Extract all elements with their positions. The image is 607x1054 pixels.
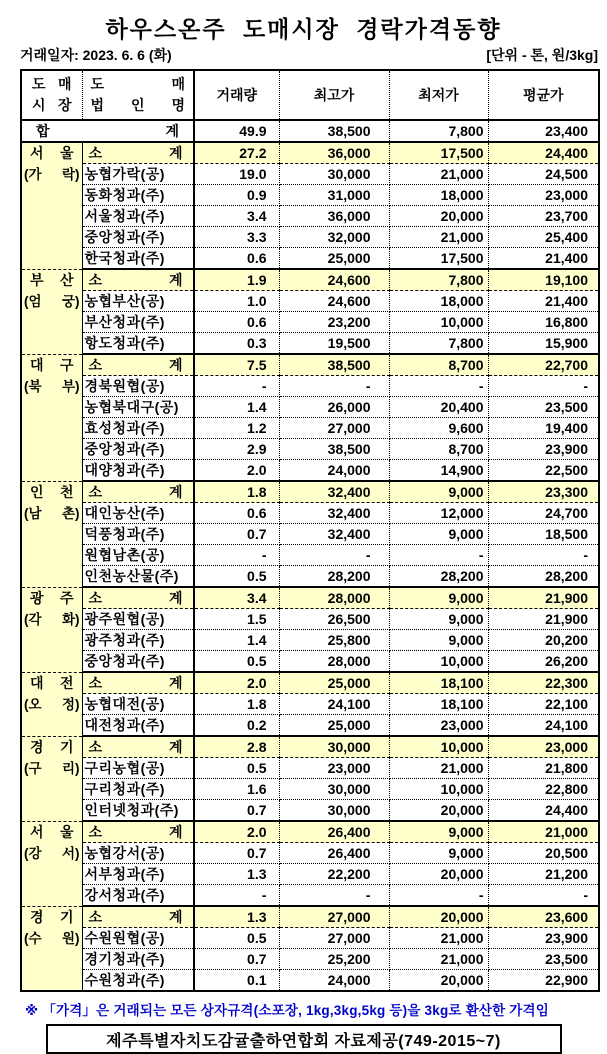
high-price-cell: 22,200 xyxy=(279,864,389,885)
unit-label: [단위 - 톤, 원/3kg] xyxy=(486,47,598,63)
low-price-cell: 18,000 xyxy=(389,291,488,312)
table-row xyxy=(21,609,599,630)
low-price-cell: - xyxy=(389,545,488,566)
avg-price-cell: 23,500 xyxy=(488,949,599,970)
volume-cell: 1.8 xyxy=(194,694,279,715)
high-price-cell: 25,000 xyxy=(279,672,389,694)
low-price-cell: 9,000 xyxy=(389,821,488,843)
high-price-cell: 26,400 xyxy=(279,821,389,843)
low-price-cell: 21,000 xyxy=(389,949,488,970)
table-row xyxy=(21,206,599,227)
avg-price-cell: - xyxy=(488,885,599,907)
low-price-cell: 18,100 xyxy=(389,672,488,694)
table-row xyxy=(21,949,599,970)
avg-price-cell: 24,100 xyxy=(488,715,599,737)
region-cell xyxy=(21,906,82,991)
region-market-name: (오 정) xyxy=(24,696,80,712)
low-price-cell: 9,000 xyxy=(389,587,488,609)
avg-price-cell: 22,300 xyxy=(488,672,599,694)
high-price-cell: 31,000 xyxy=(279,185,389,206)
volume-cell: 1.4 xyxy=(194,630,279,651)
high-price-cell: 24,600 xyxy=(279,291,389,312)
avg-price-cell: 23,600 xyxy=(488,906,599,928)
avg-price-cell: 20,200 xyxy=(488,630,599,651)
volume-cell: - xyxy=(194,885,279,907)
total-high: 38,500 xyxy=(279,120,389,142)
low-price-cell: 28,200 xyxy=(389,566,488,588)
header-corp-line2: 법 인 명 xyxy=(90,97,185,113)
high-price-cell: 24,000 xyxy=(279,460,389,482)
subtotal-row xyxy=(21,906,599,928)
table-row xyxy=(21,843,599,864)
corp-name: 농협부산(공) xyxy=(82,291,194,312)
table-row xyxy=(21,545,599,566)
table-row xyxy=(21,864,599,885)
low-price-cell: 20,000 xyxy=(389,970,488,992)
high-price-cell: 38,500 xyxy=(279,354,389,376)
high-price-cell: 23,200 xyxy=(279,312,389,333)
table-header xyxy=(21,70,599,120)
high-price-cell: 27,000 xyxy=(279,928,389,949)
avg-price-cell: 20,500 xyxy=(488,843,599,864)
header-market xyxy=(21,70,82,120)
high-price-cell: 32,000 xyxy=(279,227,389,248)
volume-cell: 0.1 xyxy=(194,970,279,992)
corp-name: 대양청과(주) xyxy=(82,460,194,482)
table-row xyxy=(21,651,599,673)
corp-name: 중앙청과(주) xyxy=(82,651,194,673)
high-price-cell: 32,400 xyxy=(279,481,389,503)
source-box xyxy=(46,1024,562,1054)
low-price-cell: 21,000 xyxy=(389,758,488,779)
table-row xyxy=(21,800,599,822)
volume-cell: 1.5 xyxy=(194,609,279,630)
corp-name: 농협북대구(공) xyxy=(82,397,194,418)
table-row xyxy=(21,418,599,439)
volume-cell: 1.4 xyxy=(194,397,279,418)
avg-price-cell: 23,300 xyxy=(488,481,599,503)
high-price-cell: 24,600 xyxy=(279,269,389,291)
high-price-cell: 32,400 xyxy=(279,524,389,545)
subtotal-row xyxy=(21,736,599,758)
total-volume: 49.9 xyxy=(194,120,279,142)
corp-name: 광주원협(공) xyxy=(82,609,194,630)
low-price-cell: 20,000 xyxy=(389,206,488,227)
low-price-cell: 21,000 xyxy=(389,164,488,185)
subtotal-label: 소 계 xyxy=(82,736,194,758)
low-price-cell: 10,000 xyxy=(389,651,488,673)
corp-name: 수원청과(주) xyxy=(82,970,194,992)
low-price-cell: 10,000 xyxy=(389,736,488,758)
low-price-cell: 8,700 xyxy=(389,439,488,460)
region-name: 서 울 xyxy=(30,823,74,840)
high-price-cell: 28,200 xyxy=(279,566,389,588)
low-price-cell: - xyxy=(389,885,488,907)
high-price-cell: 36,000 xyxy=(279,206,389,227)
corp-name: 농협대전(공) xyxy=(82,694,194,715)
region-cell xyxy=(21,481,82,587)
low-price-cell: 17,500 xyxy=(389,142,488,164)
subtotal-row xyxy=(21,672,599,694)
high-price-cell: 27,000 xyxy=(279,906,389,928)
header-low: 최저가 xyxy=(389,70,488,120)
volume-cell: 0.5 xyxy=(194,928,279,949)
volume-cell: 1.3 xyxy=(194,906,279,928)
table-row xyxy=(21,503,599,524)
avg-price-cell: 21,900 xyxy=(488,587,599,609)
corp-name: 부산청과(주) xyxy=(82,312,194,333)
region-name: 서 울 xyxy=(30,145,74,161)
avg-price-cell: 26,200 xyxy=(488,651,599,673)
corp-name: 대인농산(주) xyxy=(82,503,194,524)
table-row xyxy=(21,694,599,715)
volume-cell: 0.5 xyxy=(194,758,279,779)
high-price-cell: 26,400 xyxy=(279,843,389,864)
low-price-cell: 17,500 xyxy=(389,248,488,270)
low-price-cell: - xyxy=(389,376,488,397)
avg-price-cell: 16,800 xyxy=(488,312,599,333)
high-price-cell: 30,000 xyxy=(279,779,389,800)
source-text: 제주특별자치도감귤출하연합회 자료제공(749-2015~7) xyxy=(106,1032,501,1050)
avg-price-cell: 21,900 xyxy=(488,609,599,630)
high-price-cell: 25,200 xyxy=(279,949,389,970)
low-price-cell: 7,800 xyxy=(389,333,488,355)
meta-row xyxy=(20,45,598,65)
avg-price-cell: 24,400 xyxy=(488,800,599,822)
table-row xyxy=(21,885,599,907)
subtotal-row xyxy=(21,587,599,609)
corp-name: 광주청과(주) xyxy=(82,630,194,651)
subtotal-label: 소 계 xyxy=(82,672,194,694)
subtotal-row xyxy=(21,821,599,843)
corp-name: 덕풍청과(주) xyxy=(82,524,194,545)
high-price-cell: 27,000 xyxy=(279,418,389,439)
volume-cell: 1.2 xyxy=(194,418,279,439)
table-row xyxy=(21,715,599,737)
high-price-cell: 32,400 xyxy=(279,503,389,524)
avg-price-cell: 22,700 xyxy=(488,354,599,376)
volume-cell: 2.9 xyxy=(194,439,279,460)
table-row xyxy=(21,376,599,397)
avg-price-cell: 15,900 xyxy=(488,333,599,355)
high-price-cell: 24,000 xyxy=(279,970,389,992)
table-row xyxy=(21,248,599,270)
corp-name: 대전청과(주) xyxy=(82,715,194,737)
corp-name: 농협강서(공) xyxy=(82,843,194,864)
corp-name: 인천농산물(주) xyxy=(82,566,194,588)
avg-price-cell: 23,000 xyxy=(488,736,599,758)
subtotal-row xyxy=(21,354,599,376)
page-title: 하우스온주 도매시장 경락가격동향 xyxy=(105,16,502,42)
volume-cell: 3.4 xyxy=(194,206,279,227)
high-price-cell: 28,000 xyxy=(279,587,389,609)
low-price-cell: 9,000 xyxy=(389,524,488,545)
low-price-cell: 9,000 xyxy=(389,630,488,651)
volume-cell: 2.0 xyxy=(194,672,279,694)
low-price-cell: 9,000 xyxy=(389,481,488,503)
low-price-cell: 20,400 xyxy=(389,397,488,418)
low-price-cell: 20,000 xyxy=(389,906,488,928)
avg-price-cell: 24,400 xyxy=(488,142,599,164)
table-row xyxy=(21,291,599,312)
subtotal-label: 소 계 xyxy=(82,587,194,609)
region-cell xyxy=(21,269,82,354)
high-price-cell: 25,800 xyxy=(279,630,389,651)
header-corp xyxy=(82,70,194,120)
corp-name: 항도청과(주) xyxy=(82,333,194,355)
volume-cell: 3.3 xyxy=(194,227,279,248)
region-market-name: (구 리) xyxy=(24,760,80,776)
corp-name: 수원원협(공) xyxy=(82,928,194,949)
high-price-cell: 30,000 xyxy=(279,164,389,185)
volume-cell: 0.2 xyxy=(194,715,279,737)
region-market-name: (수 원) xyxy=(24,930,80,946)
region-market-name: (북 부) xyxy=(24,378,80,394)
low-price-cell: 14,900 xyxy=(389,460,488,482)
corp-name: 동화청과(주) xyxy=(82,185,194,206)
price-footnote: ※ 「가격」은 거래되는 모든 상자규격(소포장, 1kg,3kg,5kg 등)을 3kg로 환산한 가격임 xyxy=(25,1003,549,1018)
low-price-cell: 20,000 xyxy=(389,800,488,822)
header-market-line1: 도 매 xyxy=(32,76,72,92)
region-market-name: (엄 궁) xyxy=(24,293,80,309)
low-price-cell: 10,000 xyxy=(389,312,488,333)
avg-price-cell: - xyxy=(488,376,599,397)
volume-cell: 0.7 xyxy=(194,949,279,970)
high-price-cell: 30,000 xyxy=(279,736,389,758)
avg-price-cell: - xyxy=(488,545,599,566)
volume-cell: 3.4 xyxy=(194,587,279,609)
table-row xyxy=(21,758,599,779)
subtotal-row xyxy=(21,142,599,164)
corp-name: 중앙청과(주) xyxy=(82,227,194,248)
subtotal-row xyxy=(21,481,599,503)
table-row xyxy=(21,779,599,800)
low-price-cell: 9,000 xyxy=(389,843,488,864)
volume-cell: 1.6 xyxy=(194,779,279,800)
table-row xyxy=(21,630,599,651)
volume-cell: - xyxy=(194,376,279,397)
high-price-cell: 23,000 xyxy=(279,758,389,779)
volume-cell: 0.6 xyxy=(194,248,279,270)
avg-price-cell: 23,500 xyxy=(488,397,599,418)
volume-cell: 0.6 xyxy=(194,312,279,333)
high-price-cell: 26,500 xyxy=(279,609,389,630)
avg-price-cell: 28,200 xyxy=(488,566,599,588)
total-row xyxy=(21,120,599,142)
header-high: 최고가 xyxy=(279,70,389,120)
volume-cell: 0.7 xyxy=(194,800,279,822)
volume-cell: 0.7 xyxy=(194,843,279,864)
volume-cell: 19.0 xyxy=(194,164,279,185)
avg-price-cell: 24,500 xyxy=(488,164,599,185)
high-price-cell: 25,000 xyxy=(279,715,389,737)
subtotal-label: 소 계 xyxy=(82,354,194,376)
region-name: 광 주 xyxy=(30,589,74,606)
header-avg: 평균가 xyxy=(488,70,599,120)
volume-cell: 1.3 xyxy=(194,864,279,885)
volume-cell: 2.0 xyxy=(194,821,279,843)
high-price-cell: - xyxy=(279,885,389,907)
avg-price-cell: 23,700 xyxy=(488,206,599,227)
high-price-cell: 38,500 xyxy=(279,439,389,460)
region-cell xyxy=(21,587,82,672)
table-row xyxy=(21,566,599,588)
avg-price-cell: 23,900 xyxy=(488,439,599,460)
avg-price-cell: 19,100 xyxy=(488,269,599,291)
high-price-cell: - xyxy=(279,545,389,566)
volume-cell: 0.5 xyxy=(194,651,279,673)
price-table xyxy=(20,69,600,992)
table-row xyxy=(21,928,599,949)
low-price-cell: 12,000 xyxy=(389,503,488,524)
high-price-cell: - xyxy=(279,376,389,397)
volume-cell: 0.5 xyxy=(194,566,279,588)
subtotal-label: 소 계 xyxy=(82,906,194,928)
avg-price-cell: 23,900 xyxy=(488,928,599,949)
corp-name: 경기청과(주) xyxy=(82,949,194,970)
region-name: 부 산 xyxy=(30,271,74,288)
header-market-line2: 시 장 xyxy=(32,97,72,113)
header-volume: 거래량 xyxy=(194,70,279,120)
volume-cell: 0.6 xyxy=(194,503,279,524)
low-price-cell: 10,000 xyxy=(389,779,488,800)
corp-name: 중앙청과(주) xyxy=(82,439,194,460)
low-price-cell: 9,000 xyxy=(389,609,488,630)
table-row xyxy=(21,185,599,206)
corp-name: 구리농협(공) xyxy=(82,758,194,779)
corp-name: 원협남촌(공) xyxy=(82,545,194,566)
table-row xyxy=(21,460,599,482)
avg-price-cell: 24,700 xyxy=(488,503,599,524)
avg-price-cell: 18,500 xyxy=(488,524,599,545)
volume-cell: 0.3 xyxy=(194,333,279,355)
high-price-cell: 26,000 xyxy=(279,397,389,418)
avg-price-cell: 22,800 xyxy=(488,779,599,800)
high-price-cell: 24,100 xyxy=(279,694,389,715)
low-price-cell: 21,000 xyxy=(389,227,488,248)
high-price-cell: 30,000 xyxy=(279,800,389,822)
high-price-cell: 25,000 xyxy=(279,248,389,270)
corp-name: 서부청과(주) xyxy=(82,864,194,885)
volume-cell: 2.0 xyxy=(194,460,279,482)
region-name: 인 천 xyxy=(30,483,74,500)
corp-name: 한국청과(주) xyxy=(82,248,194,270)
table-row xyxy=(21,227,599,248)
table-row xyxy=(21,970,599,992)
avg-price-cell: 21,000 xyxy=(488,821,599,843)
table-row xyxy=(21,312,599,333)
low-price-cell: 8,700 xyxy=(389,354,488,376)
table-row xyxy=(21,333,599,355)
volume-cell: 7.5 xyxy=(194,354,279,376)
high-price-cell: 36,000 xyxy=(279,142,389,164)
trade-date-label: 거래일자: 2023. 6. 6 (화) xyxy=(20,47,172,63)
corp-name: 서울청과(주) xyxy=(82,206,194,227)
volume-cell: 2.8 xyxy=(194,736,279,758)
avg-price-cell: 22,900 xyxy=(488,970,599,992)
avg-price-cell: 23,000 xyxy=(488,185,599,206)
low-price-cell: 20,000 xyxy=(389,864,488,885)
avg-price-cell: 21,400 xyxy=(488,248,599,270)
corp-name: 강서청과(주) xyxy=(82,885,194,907)
region-market-name: (남 촌) xyxy=(24,505,80,521)
region-cell xyxy=(21,142,82,269)
low-price-cell: 9,600 xyxy=(389,418,488,439)
volume-cell: 0.9 xyxy=(194,185,279,206)
total-avg: 23,400 xyxy=(488,120,599,142)
low-price-cell: 21,000 xyxy=(389,928,488,949)
table-row xyxy=(21,397,599,418)
region-name: 경 기 xyxy=(30,738,74,755)
region-cell xyxy=(21,736,82,821)
avg-price-cell: 21,800 xyxy=(488,758,599,779)
table-row xyxy=(21,524,599,545)
region-market-name: (가 락) xyxy=(24,167,80,182)
avg-price-cell: 22,100 xyxy=(488,694,599,715)
volume-cell: 0.7 xyxy=(194,524,279,545)
volume-cell: - xyxy=(194,545,279,566)
avg-price-cell: 22,500 xyxy=(488,460,599,482)
volume-cell: 1.0 xyxy=(194,291,279,312)
subtotal-row xyxy=(21,269,599,291)
avg-price-cell: 25,400 xyxy=(488,227,599,248)
total-low: 7,800 xyxy=(389,120,488,142)
low-price-cell: 18,000 xyxy=(389,185,488,206)
total-label: 합 계 xyxy=(21,120,194,142)
high-price-cell: 28,000 xyxy=(279,651,389,673)
subtotal-label: 소 계 xyxy=(82,142,194,164)
region-name: 대 구 xyxy=(30,356,74,373)
corp-name: 구리청과(주) xyxy=(82,779,194,800)
corp-name: 농협가락(공) xyxy=(82,164,194,185)
region-market-name: (강 서) xyxy=(24,845,80,861)
volume-cell: 1.8 xyxy=(194,481,279,503)
high-price-cell: 19,500 xyxy=(279,333,389,355)
header-corp-line1: 도 매 xyxy=(90,76,185,92)
low-price-cell: 23,000 xyxy=(389,715,488,737)
corp-name: 효성청과(주) xyxy=(82,418,194,439)
region-cell xyxy=(21,821,82,906)
region-cell xyxy=(21,354,82,481)
table-row xyxy=(21,164,599,185)
low-price-cell: 7,800 xyxy=(389,269,488,291)
volume-cell: 1.9 xyxy=(194,269,279,291)
subtotal-label: 소 계 xyxy=(82,481,194,503)
table-body xyxy=(21,120,599,991)
volume-cell: 27.2 xyxy=(194,142,279,164)
corp-name: 인터넷청과(주) xyxy=(82,800,194,822)
region-name: 대 전 xyxy=(30,674,74,691)
corp-name: 경북원협(공) xyxy=(82,376,194,397)
table-row xyxy=(21,439,599,460)
avg-price-cell: 21,200 xyxy=(488,864,599,885)
region-market-name: (각 화) xyxy=(24,611,80,627)
region-name: 경 기 xyxy=(30,908,74,925)
subtotal-label: 소 계 xyxy=(82,269,194,291)
avg-price-cell: 21,400 xyxy=(488,291,599,312)
subtotal-label: 소 계 xyxy=(82,821,194,843)
low-price-cell: 18,100 xyxy=(389,694,488,715)
region-cell xyxy=(21,672,82,736)
avg-price-cell: 19,400 xyxy=(488,418,599,439)
